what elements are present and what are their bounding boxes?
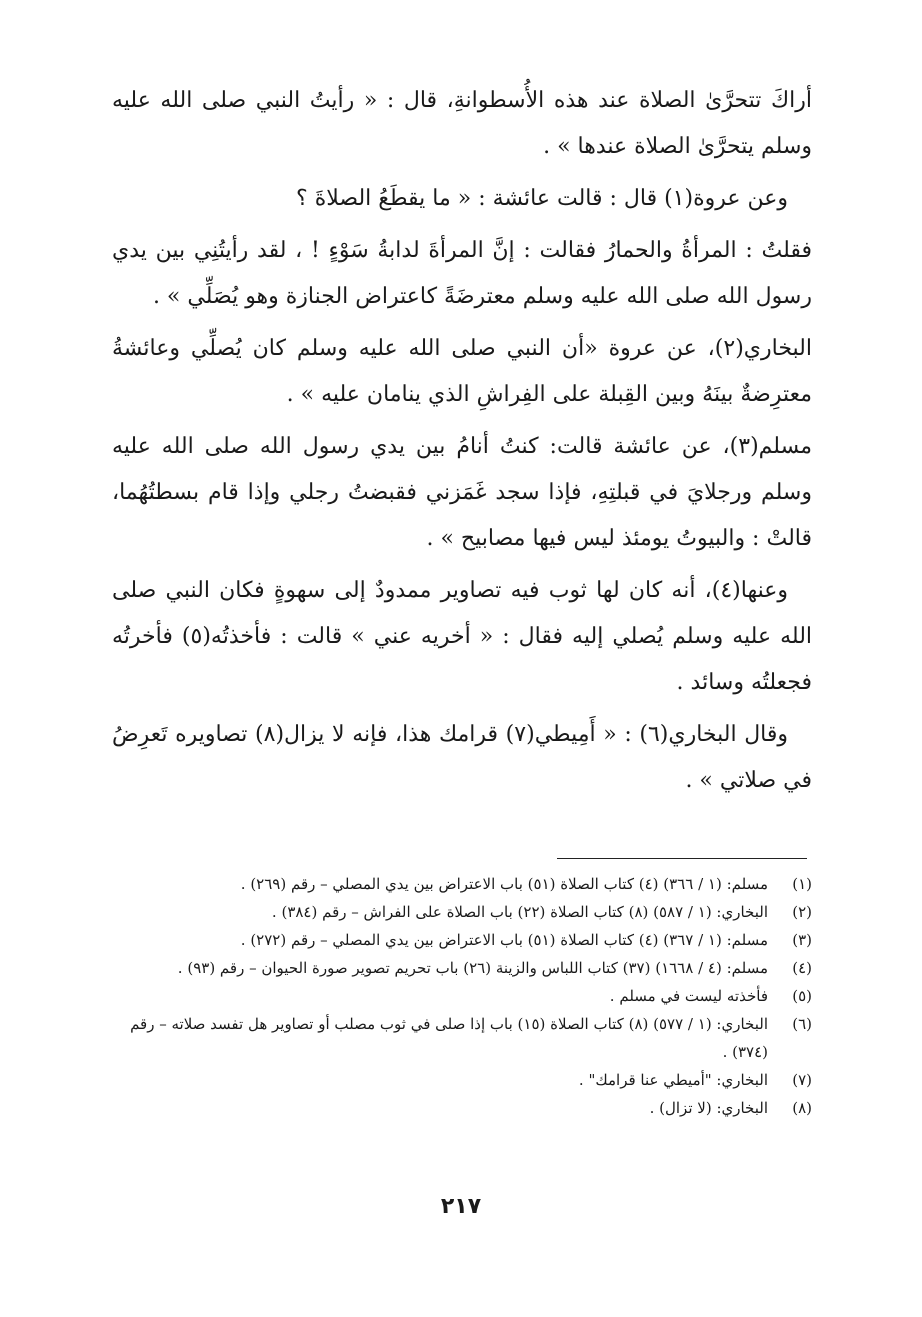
footnote-number: (٤) [792, 959, 812, 977]
footnote [112, 926, 812, 954]
footnote [112, 870, 812, 898]
paragraph-4: البخاري(٢)، عن عروة «أن النبي صلى الله عليه وسلم كان يُصلِّي وعائشةُ معترِضةٌ بينَهُ وبين القِبلة على الفِراشِ الذي ينامان عليه » . [112, 336, 812, 407]
footnote-text: مسلم: (٤ / ١٦٦٨) (٣٧) كتاب اللباس والزينة (٢٦) باب تحريم تصوير صورة الحيوان – رقم (٩٣) . [177, 959, 768, 977]
footnote-text: مسلم: (١ / ٣٦٦) (٤) كتاب الصلاة (٥١) باب الاعتراض بين يدي المصلي – رقم (٢٦٩) . [240, 875, 768, 893]
footnote-text: مسلم: (١ / ٣٦٧) (٤) كتاب الصلاة (٥١) باب الاعتراض بين يدي المصلي – رقم (٢٧٢) . [240, 931, 768, 949]
footnote-text: البخاري: (١ / ٥٨٧) (٨) كتاب الصلاة (٢٢) باب الصلاة على الفراش – رقم (٣٨٤) . [271, 903, 768, 921]
footnote [112, 898, 812, 926]
footnote-number: (٢) [792, 903, 812, 921]
footnote-number: (٣) [792, 931, 812, 949]
footnote-number: (٧) [792, 1071, 812, 1089]
paragraph-5: مسلم(٣)، عن عائشة قالت: كنتُ أنامُ بين يدي رسول الله صلى الله عليه وسلم ورجلايَ في قبلتِهِ، فإذا سجد غَمَزني فقبضتُ رجلي وإذا قام بسطتُهُما، قالتْ : والبيوتُ يومئذ ليس فيها مصابيح » . [112, 434, 812, 551]
main-text [112, 78, 812, 810]
footnote [112, 1010, 812, 1066]
footnote [112, 1094, 812, 1122]
footnote-text: البخاري: (١ / ٥٧٧) (٨) كتاب الصلاة (١٥) باب إذا صلى في ثوب مصلب أو تصاوير هل تفسد صلاته – رقم (٣٧٤) . [130, 1015, 768, 1061]
paragraph-7: وقال البخاري(٦) : « أَمِيطي(٧) قرامك هذا، فإنه لا يزال(٨) تصاويره تَعرِضُ في صلاتي » . [112, 722, 812, 793]
footnote-divider [557, 858, 807, 859]
paragraph-6: وعنها(٤)، أنه كان لها ثوب فيه تصاوير ممدودٌ إلى سهوةٍ فكان النبي صلى الله عليه وسلم يُصلي إليه فقال : « أخريه عني » قالت : فأخذتُه(٥) فأخرتُه فجعلتُه وسائد . [112, 578, 813, 695]
footnote-number: (٨) [792, 1099, 812, 1117]
footnote-text: البخاري: "أميطي عنا قرامك" . [578, 1071, 768, 1089]
footnote-number: (١) [792, 875, 812, 893]
page-number: ٢١٧ [440, 1194, 482, 1219]
footnote-number: (٥) [792, 987, 812, 1005]
footnote-text: فأخذته ليست في مسلم . [609, 987, 768, 1005]
footnote [112, 1066, 812, 1094]
paragraph-2: وعن عروة(١) قال : قالت عائشة : « ما يقطَعُ الصلاةَ ؟ [296, 186, 788, 211]
footnote [112, 982, 812, 1010]
paragraph-1: أراكَ تتحرَّىٰ الصلاة عند هذه الأُسطوانةِ، قال : « رأيتُ النبي صلى الله عليه وسلم يتحرَّىٰ الصلاة عندها » . [112, 88, 812, 159]
footnote-number: (٦) [792, 1015, 812, 1033]
footnote-text: البخاري: (لا تزال) . [649, 1099, 768, 1117]
paragraph-3: فقلتُ : المرأةُ والحمارُ فقالت : إنَّ المرأةَ لدابةُ سَوْءٍ ! ، لقد رأيتُنِي بين يدي رسول الله صلى الله عليه وسلم معترضَةً كاعتراض الجنازة وهو يُصَلِّي » . [112, 238, 812, 309]
footnote [112, 954, 812, 982]
footnotes [112, 870, 812, 1122]
